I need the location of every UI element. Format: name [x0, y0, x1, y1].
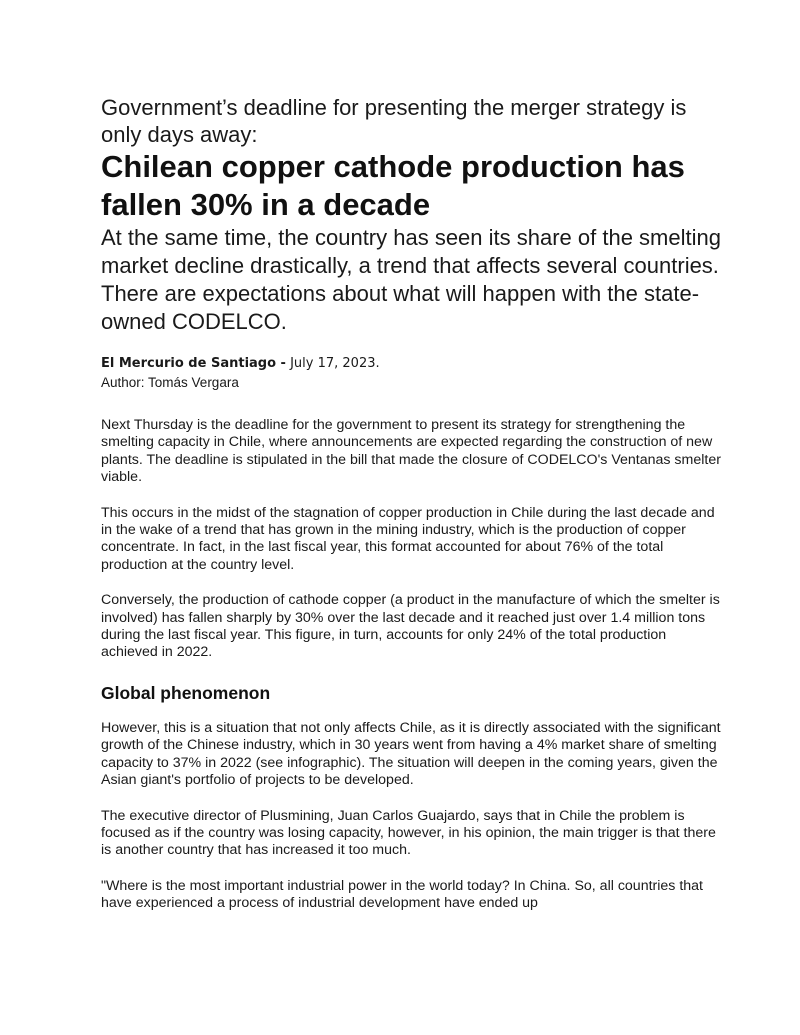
paragraph-1: Next Thursday is the deadline for the government to present its strategy for strengthening the smelting capacity in Chile, where announcements are expected regarding the construction of new plants. The deadline is stipulated in the bill that made the closure of CODELCO's Ventanas smelter viable.: [101, 417, 721, 486]
section-paragraph-3: "Where is the most important industrial power in the world today? In China. So, all countries that have experienced a process of industrial development have ended up: [101, 877, 703, 912]
byline: [101, 354, 721, 392]
byline-source-line: [101, 354, 721, 373]
byline-author: Author: Tomás Vergara: [101, 375, 239, 390]
section-paragraph-2: The executive director of Plusmining, Juan Carlos Guajardo, says that in Chile the problem is focused as if the country was losing capacity, however, in his opinion, the main trigger is that there is another country that has increased it too much.: [101, 807, 716, 859]
article-kicker: Government’s deadline for presenting the merger strategy is only days away:: [101, 95, 687, 147]
section-paragraph-1: However, this is a situation that not only affects Chile, as it is directly associated with the significant growth of the Chinese industry, which in 30 years went from having a 4% market share of smelting capacity to 37% in 2022 (see infographic). The situation will deepen in the coming years, given the Asian giant's portfolio of projects to be developed.: [101, 719, 721, 789]
byline-source: El Mercurio de Santiago -: [101, 356, 286, 371]
paragraph-3: Conversely, the production of cathode copper (a product in the manufacture of which the smelter is involved) has fallen sharply by 30% over the last decade and it reached just over 1.4 million tons during the last fiscal year. This figure, in turn, accounts for only 24% of the total production achieved in 2022.: [101, 592, 720, 661]
section-heading: Global phenomenon: [101, 682, 271, 703]
byline-date: July 17, 2023.: [285, 356, 380, 371]
article-standfirst: At the same time, the country has seen its share of the smelting market decline drastically, a trend that affects several countries. There are expectations about what will happen with the state-owned CODELCO.: [101, 225, 721, 334]
article: [101, 94, 721, 913]
paragraph-2: This occurs in the midst of the stagnation of copper production in Chile during the last decade and in the wake of a trend that has grown in the mining industry, which is the production of copper concentrate. In fact, in the last fiscal year, this format accounted for about 76% of the total production at the country level.: [101, 504, 715, 573]
article-headline: Chilean copper cathode production has fallen 30% in a decade: [101, 149, 685, 222]
